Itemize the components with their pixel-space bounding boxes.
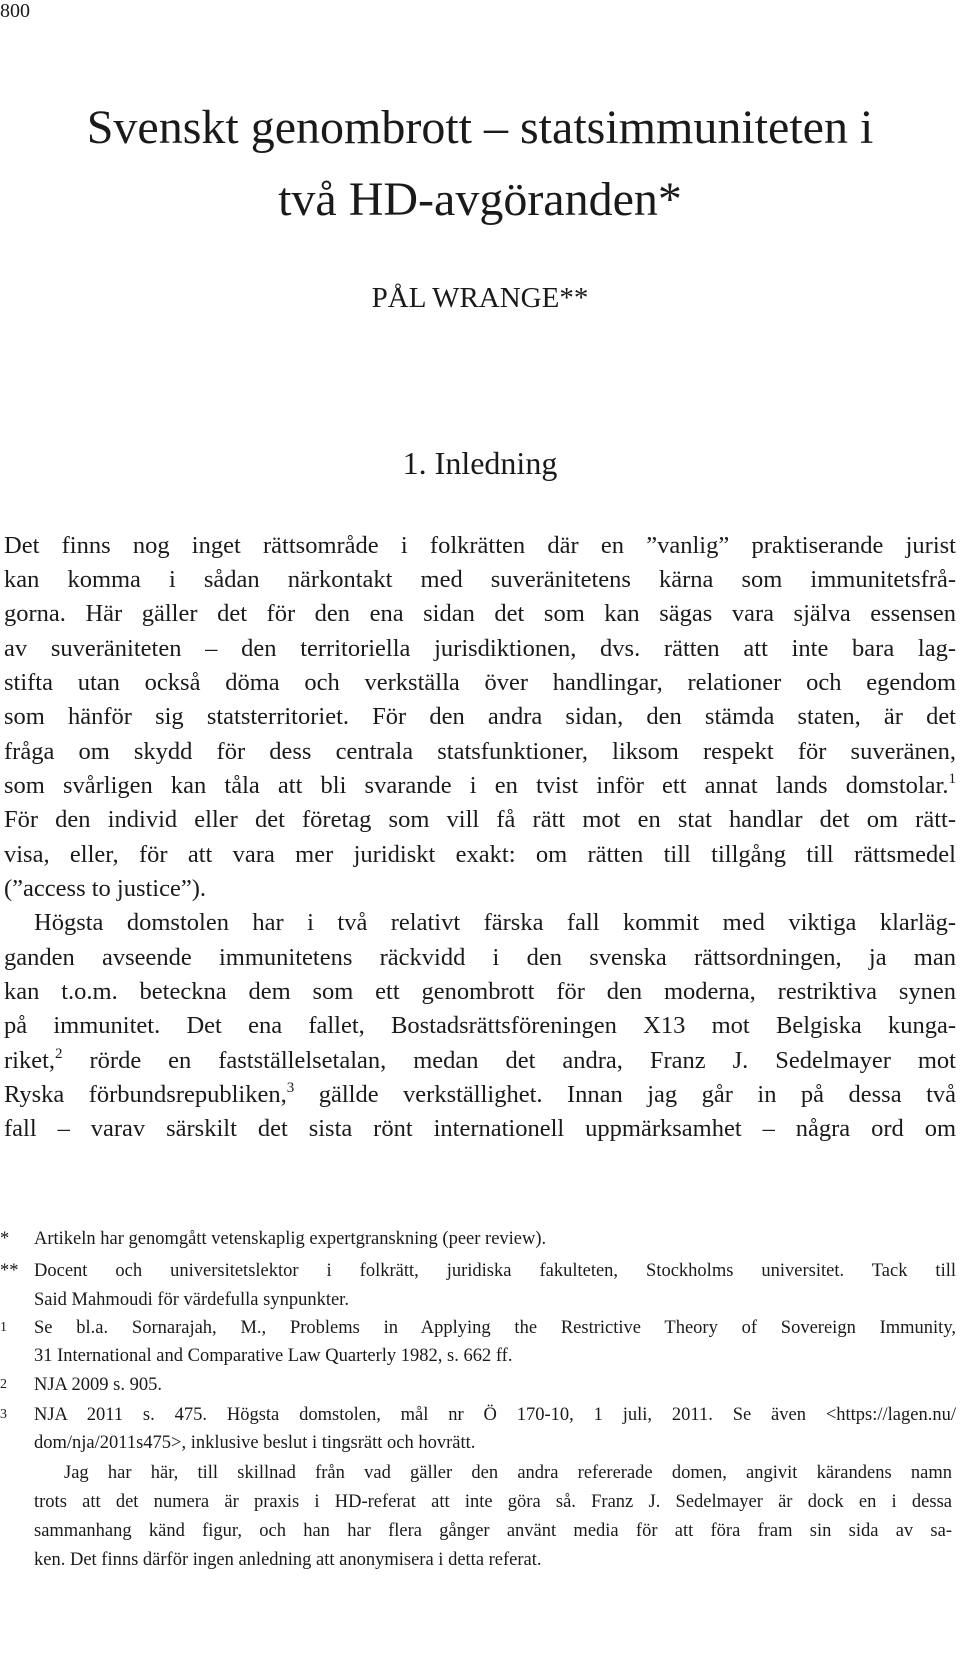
body-line: på immunitet. Det ena fallet, Bostadsrättsföreningen X13 mot Belgiska kunga- <box>4 1012 956 1039</box>
body-line: Högsta domstolen har i två relativt färska fall kommit med viktiga klarläg- <box>34 909 956 936</box>
body-line: av suveräniteten – den territoriella jurisdiktionen, dvs. rätten att inte bara lag- <box>4 635 956 662</box>
footnote-text: 31 International and Comparative Law Quarterly 1982, s. 662 ff. <box>34 1346 513 1366</box>
body-line: Det finns nog inget rättsområde i folkrätten där en ”vanlig” praktiserande jurist <box>4 532 956 559</box>
author-name: PÅL WRANGE** <box>371 282 589 314</box>
body-text-run: gällde verkställighet. Innan jag går in på dessa två <box>294 1081 956 1108</box>
section-heading: 1. Inledning <box>402 445 558 481</box>
footnote-mark: 3 <box>0 1407 7 1422</box>
footnote-paragraph-line: Jag har här, till skillnad från vad gäller den andra refererade domen, angivit kärandens namn <box>64 1463 952 1483</box>
article-title <box>0 92 960 236</box>
body-line: gorna. Här gäller det för den ena sidan det som kan sägas vara själva essensen <box>4 600 956 627</box>
footnote-ref-1: 1 <box>948 771 956 787</box>
body-line <box>4 1079 956 1111</box>
footnote-text: NJA 2009 s. 905. <box>34 1375 162 1395</box>
body-text-run: rörde en fastställelsetalan, medan det andra, Franz J. Sedelmayer mot <box>62 1047 956 1074</box>
footnote-text: dom/nja/2011s475>, inklusive beslut i tingsrätt och hovrätt. <box>34 1433 476 1453</box>
body-line <box>4 770 956 802</box>
body-line: som hänför sig statsterritoriet. För den andra sidan, den stämda staten, är det <box>4 703 956 730</box>
footnote-mark: ** <box>0 1261 19 1281</box>
body-line: (”access to justice”). <box>4 875 207 902</box>
footnote-mark: 1 <box>0 1320 7 1335</box>
body-line: För den individ eller det företag som vill få rätt mot en stat handlar det om rätt- <box>4 806 956 833</box>
body-line: ganden avseende immunitetens räckvidd i den svenska rättsordningen, ja man <box>4 944 956 971</box>
title-line: två HD-avgöranden* <box>278 173 682 226</box>
footnote-text: Artikeln har genomgått vetenskaplig expertgranskning (peer review). <box>34 1229 547 1249</box>
footnote-text: Said Mahmoudi för värdefulla synpunkter. <box>34 1290 349 1310</box>
body-line: stifta utan också döma och verkställa över handlingar, relationer och egendom <box>4 669 956 696</box>
title-line: Svenskt genombrott – statsimmuniteten i <box>86 101 874 154</box>
footnote-text: Docent och universitetslektor i folkrätt, juridiska fakulteten, Stockholms universitet. Tack till <box>34 1261 956 1281</box>
footnote-ref-3: 3 <box>286 1080 295 1096</box>
footnote-text: Se bl.a. Sornarajah, M., Problems in Applying the Restrictive Theory of Sovereign Immunity, <box>34 1318 956 1338</box>
body-line: fall – varav särskilt det sista rönt internationell uppmärksamhet – några ord om <box>4 1115 956 1142</box>
footnote-ref-2: 2 <box>55 1046 63 1062</box>
footnote-paragraph-line: trots att det numera är praxis i HD-referat att inte göra så. Franz J. Sedelmayer är dock en i dessa <box>34 1492 952 1512</box>
body-text-run: riket, <box>4 1047 56 1074</box>
body-line: visa, eller, för att vara mer juridiskt exakt: om rätten till tillgång till rättsmedel <box>4 841 956 868</box>
footnote-mark: 2 <box>0 1377 7 1392</box>
body-line: kan t.o.m. beteckna dem som ett genombrott för den moderna, restriktiva synen <box>4 978 956 1005</box>
body-text-run: Ryska förbundsrepubliken, <box>4 1081 287 1108</box>
footnote-mark: * <box>0 1229 10 1249</box>
body-line: kan komma i sådan närkontakt med suveränitetens kärna som immunitetsfrå- <box>4 566 956 593</box>
footnote-text: NJA 2011 s. 475. Högsta domstolen, mål nr Ö 170-10, 1 juli, 2011. Se även <https://lagen.nu/ <box>34 1405 956 1425</box>
page-number: 800 <box>0 0 30 22</box>
body-line: fråga om skydd för dess centrala statsfunktioner, liksom respekt för suveränen, <box>4 738 956 765</box>
footnote-paragraph-line: sammanhang känd figur, och han har flera gånger använt media för att föra fram sin sida av sa- <box>34 1521 952 1541</box>
body-line <box>4 1045 956 1077</box>
body-text-run: som svårligen kan tåla att bli svarande i en tvist inför ett annat lands domstolar. <box>4 772 949 799</box>
footnote-paragraph-line: ken. Det finns därför ingen anledning att anonymisera i detta referat. <box>34 1550 542 1570</box>
